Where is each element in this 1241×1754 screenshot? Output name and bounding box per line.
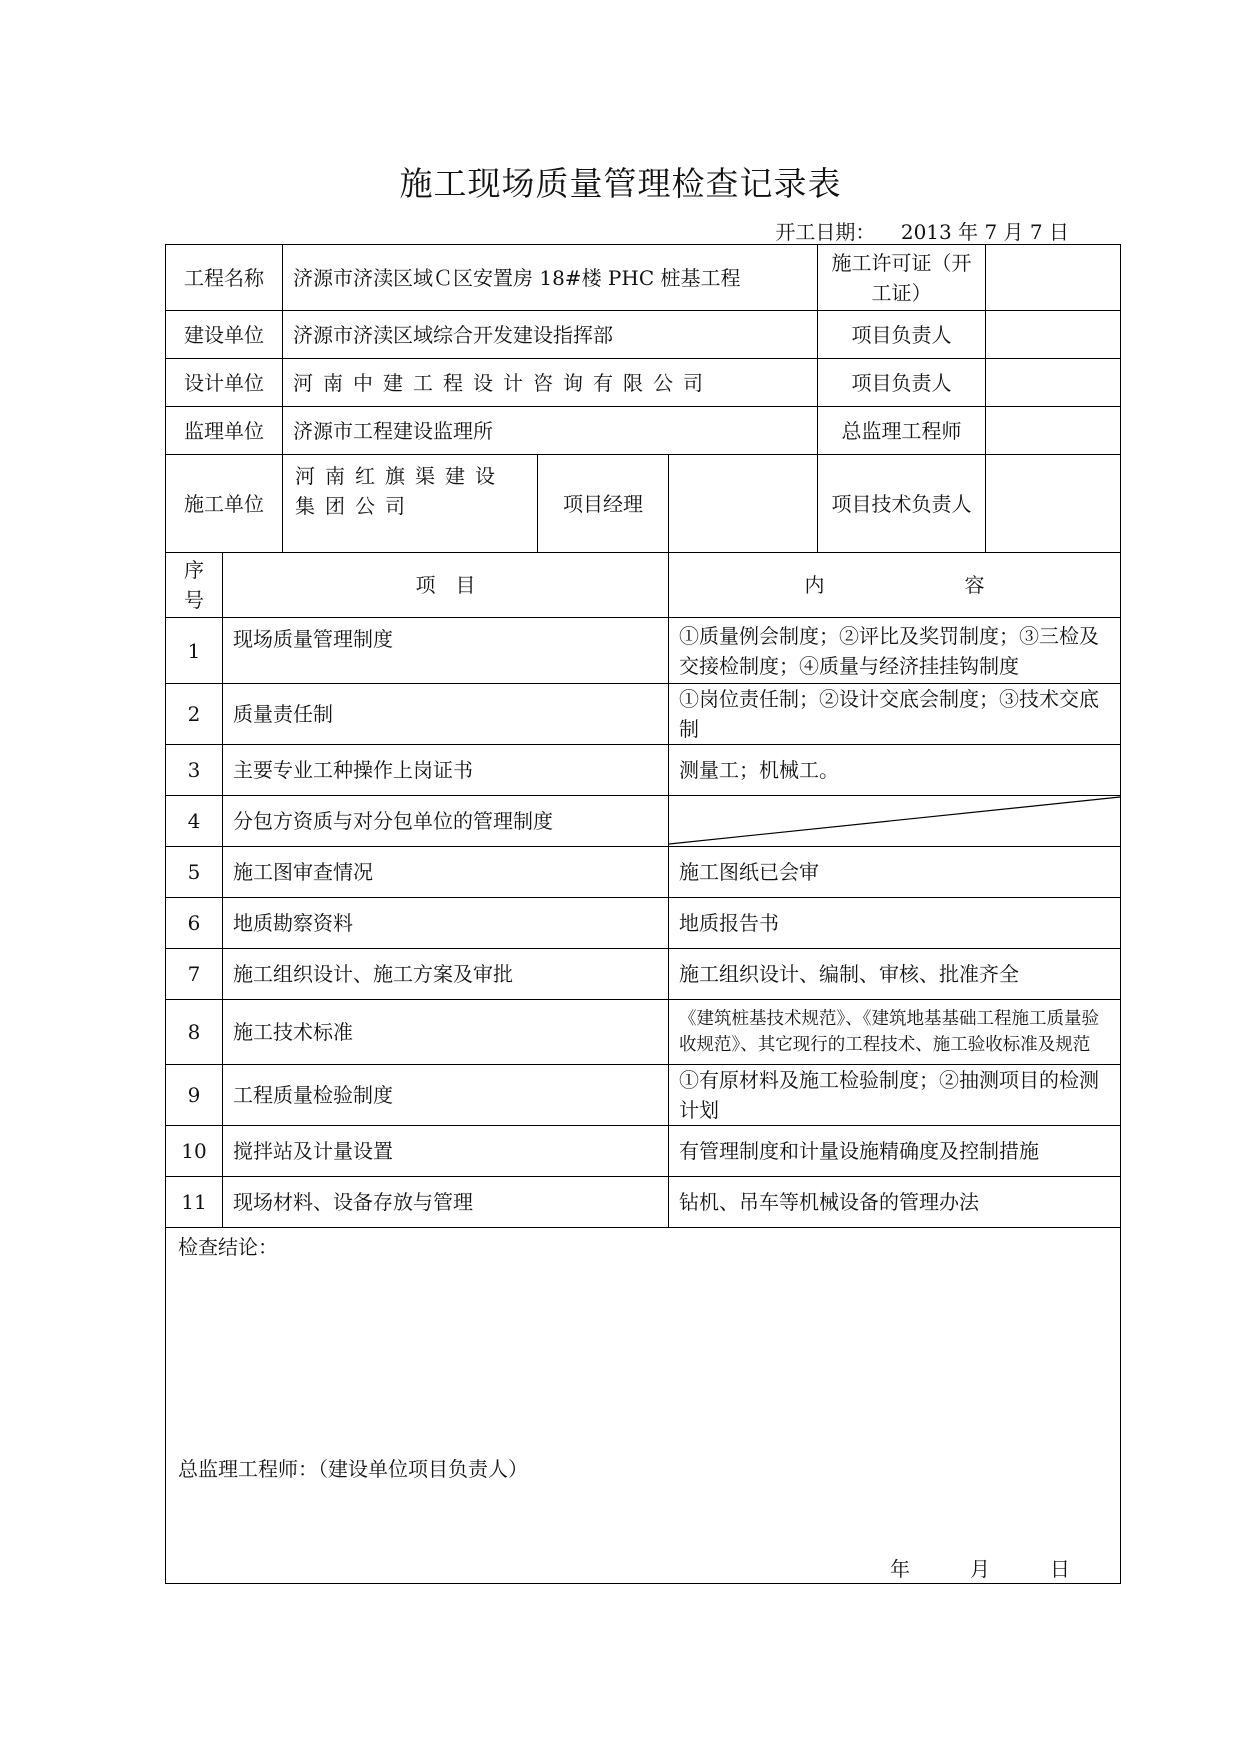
contractor-label: 施工单位: [166, 455, 283, 553]
designer-lead-label: 项目负责人: [818, 359, 986, 407]
chief-supervisor-label: 总监理工程师: [818, 407, 986, 455]
table-row: [166, 796, 1121, 847]
row-no: 8: [166, 1000, 223, 1065]
row-no: 6: [166, 898, 223, 949]
row-item: 地质勘察资料: [223, 898, 669, 949]
row-item: 质量责任制: [223, 684, 669, 745]
conclusion-cell: [166, 1228, 1121, 1584]
conclusion-row: [166, 1228, 1121, 1584]
col-content-header: 内 容: [669, 553, 1121, 618]
project-name-value: 济源市济渎区域Ｃ区安置房 18#楼 PHC 桩基工程: [283, 245, 818, 311]
row-item: 现场质量管理制度: [223, 618, 669, 684]
conclusion-label: 检查结论：: [178, 1235, 278, 1259]
table-row: [166, 684, 1121, 745]
conclusion-date: 年 月 日: [890, 1557, 1071, 1581]
builder-value: 济源市济渎区域综合开发建设指挥部: [283, 311, 818, 359]
row-content: 钻机、吊车等机械设备的管理办法: [669, 1177, 1121, 1228]
row-content: ①有原材料及施工检验制度；②抽测项目的检测计划: [669, 1065, 1121, 1126]
header-row-designer: [166, 359, 1121, 407]
row-no: 3: [166, 745, 223, 796]
inspection-form: [165, 244, 1121, 1584]
start-date-value: 2013 年 7 月 7 日: [900, 220, 1069, 244]
row-no: 1: [166, 618, 223, 684]
signer-label: 总监理工程师：（建设单位项目负责人）: [178, 1457, 528, 1481]
col-no-header: 序号: [166, 553, 223, 618]
contractor-value: 河南红旗渠建设集团公司: [283, 455, 538, 553]
header-row-contractor: [166, 455, 1121, 553]
row-content: ①质量例会制度；②评比及奖罚制度；③三检及交接检制度；④质量与经济挂挂钩制度: [669, 618, 1121, 684]
supervisor-value: 济源市工程建设监理所: [283, 407, 818, 455]
column-header-row: [166, 553, 1121, 618]
row-no: 5: [166, 847, 223, 898]
row-item: 搅拌站及计量设置: [223, 1126, 669, 1177]
header-row-project: [166, 245, 1121, 311]
header-row-supervisor: [166, 407, 1121, 455]
row-item: 施工技术标准: [223, 1000, 669, 1065]
row-item: 主要专业工种操作上岗证书: [223, 745, 669, 796]
pm-value: [669, 455, 818, 553]
row-item: 分包方资质与对分包单位的管理制度: [223, 796, 669, 847]
table-row: [166, 847, 1121, 898]
permit-label: 施工许可证（开工证）: [818, 245, 986, 311]
supervisor-label: 监理单位: [166, 407, 283, 455]
table-row: [166, 1126, 1121, 1177]
builder-label: 建设单位: [166, 311, 283, 359]
pm-label: 项目经理: [538, 455, 669, 553]
row-content: 有管理制度和计量设施精确度及控制措施: [669, 1126, 1121, 1177]
row-content: 《建筑桩基技术规范》、《建筑地基基础工程施工质量验收规范》、其它现行的工程技术、施工验收标准及规范: [669, 1000, 1121, 1065]
header-row-builder: [166, 311, 1121, 359]
chief-supervisor-value: [986, 407, 1121, 455]
row-item: 现场材料、设备存放与管理: [223, 1177, 669, 1228]
table-row: [166, 898, 1121, 949]
row-no: 2: [166, 684, 223, 745]
builder-lead-label: 项目负责人: [818, 311, 986, 359]
row-item: 工程质量检验制度: [223, 1065, 669, 1126]
table-row: [166, 745, 1121, 796]
row-item: 施工图审查情况: [223, 847, 669, 898]
row-content: ①岗位责任制；②设计交底会制度；③技术交底制: [669, 684, 1121, 745]
project-name-label: 工程名称: [166, 245, 283, 311]
row-content: 施工组织设计、编制、审核、批准齐全: [669, 949, 1121, 1000]
table-row: [166, 1177, 1121, 1228]
tech-lead-value: [986, 455, 1121, 553]
builder-lead-value: [986, 311, 1121, 359]
permit-value: [986, 245, 1121, 311]
row-no: 9: [166, 1065, 223, 1126]
page-title: 施工现场质量管理检查记录表: [399, 164, 842, 203]
start-date: [775, 216, 1069, 245]
designer-value: 河南中建工程设计咨询有限公司: [283, 359, 818, 407]
row-content-empty: [669, 796, 1121, 847]
col-item-header: 项 目: [223, 553, 669, 618]
table-row: [166, 618, 1121, 684]
table-row: [166, 1000, 1121, 1065]
row-content: 施工图纸已会审: [669, 847, 1121, 898]
row-no: 7: [166, 949, 223, 1000]
table-row: [166, 949, 1121, 1000]
designer-label: 设计单位: [166, 359, 283, 407]
tech-lead-label: 项目技术负责人: [818, 455, 986, 553]
row-no: 10: [166, 1126, 223, 1177]
table-row: [166, 1065, 1121, 1126]
row-no: 11: [166, 1177, 223, 1228]
start-date-label: 开工日期：: [775, 220, 876, 244]
designer-lead-value: [986, 359, 1121, 407]
row-item: 施工组织设计、施工方案及审批: [223, 949, 669, 1000]
row-content: 测量工；机械工。: [669, 745, 1121, 796]
diagonal-strike: [669, 796, 1120, 846]
row-content: 地质报告书: [669, 898, 1121, 949]
row-no: 4: [166, 796, 223, 847]
